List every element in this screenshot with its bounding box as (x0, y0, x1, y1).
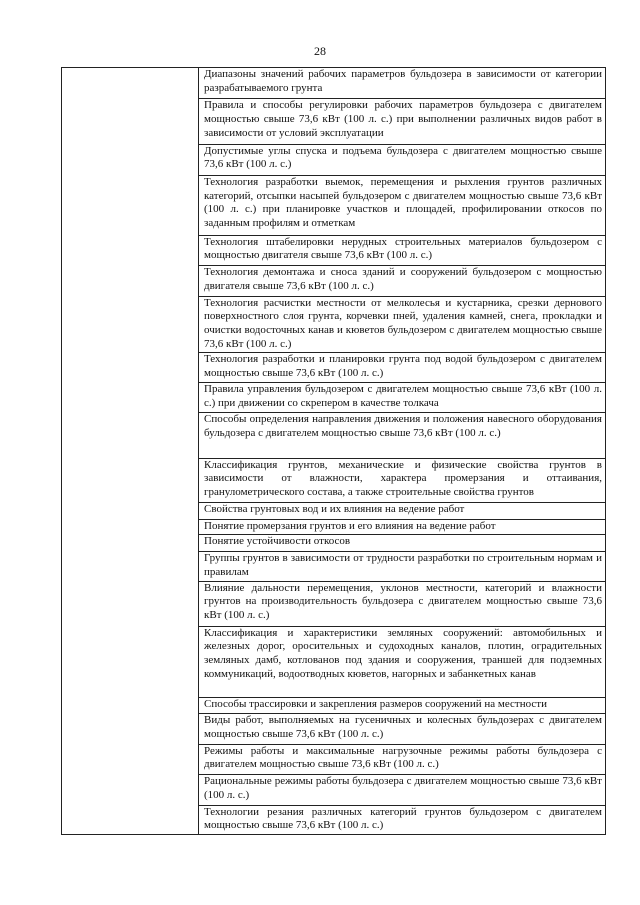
table-row: Диапазоны значений рабочих параметров бульдозера в зависимости от категории разрабатываемого грунта (199, 68, 605, 99)
table-row: Режимы работы и максимальные нагрузочные режимы работы бульдозера с двигателем мощностью свыше 73,6 кВт (100 л. с.) (199, 745, 605, 775)
table-row: Рациональные режимы работы бульдозера с двигателем мощностью свыше 73,6 кВт (100 л. с.) (199, 775, 605, 805)
table-row: Допустимые углы спуска и подъема бульдозера с двигателем мощностью свыше 73,6 кВт (100 л. с.) (199, 145, 605, 176)
table-row: Способы трассировки и закрепления размеров сооружений на местности (199, 698, 605, 714)
table-row: Понятие устойчивости откосов (199, 535, 605, 552)
table-row: Классификация и характеристики земляных сооружений: автомобильных и железных дорог, оросительных и судоходных каналов, плотин, оградительных земляных дамб, котлованов под здания и сооружения, траншей для подземных коммуникаций, водоотводных кюветов, нагорных и забанкетных канав (199, 627, 605, 699)
table-row: Технология штабелировки нерудных строительных материалов бульдозером с мощностью двигателя свыше 73,6 кВт (100 л. с.) (199, 236, 605, 266)
table-row: Технология разработки выемок, перемещения и рыхления грунтов различных категорий, отсыпки насыпей бульдозером с двигателем мощностью свыше 73,6 кВт (100 л. с.) при планировке участков и площадей, профилировании откосов по заданным профилям и отметкам (199, 176, 605, 236)
requirements-table (61, 67, 606, 835)
table-row: Правила управления бульдозером с двигателем мощностью свыше 73,6 кВт (100 л. с.) при движении со скрепером в качестве толкача (199, 383, 605, 413)
table-row: Классификация грунтов, механические и физические свойства грунтов в зависимости от влажности, характера промерзания и оттаивания, гранулометрического состава, а также строительные свойства грунтов (199, 459, 605, 503)
table-row: Свойства грунтовых вод и их влияния на ведение работ (199, 503, 605, 520)
table-row: Способы определения направления движения и положения навесного оборудования бульдозера с двигателем мощностью свыше 73,6 кВт (100 л. с.) (199, 413, 605, 458)
table-row: Влияние дальности перемещения, уклонов местности, категорий и влажности грунтов на производительность бульдозера с двигателем мощностью свыше 73,6 кВт (100 л. с.) (199, 582, 605, 627)
table-row: Виды работ, выполняемых на гусеничных и колесных бульдозерах с двигателем мощностью свыше 73,6 кВт (100 л. с.) (199, 714, 605, 744)
table-row: Технология демонтажа и сноса зданий и сооружений бульдозером с мощностью двигателя свыше 73,6 кВт (100 л. с.) (199, 266, 605, 296)
table-row: Технологии резания различных категорий грунтов бульдозером с двигателем мощностью свыше 73,6 кВт (100 л. с.) (204, 805, 602, 832)
table-rows (199, 68, 605, 834)
table-row: Технология расчистки местности от мелколесья и кустарника, срезки дернового поверхностного слоя грунта, корчевки пней, удаления камней, снега, прокладки и очистки водосточных канав и кюветов бульдозером с двигателем мощностью свыше 73,6 кВт (100 л. с.) (199, 297, 605, 354)
page-number: 28 (314, 44, 326, 58)
table-row: Группы грунтов в зависимости от трудности разработки по строительным нормам и правилам (199, 552, 605, 582)
table-row: Правила и способы регулировки рабочих параметров бульдозера с двигателем мощностью свыше 73,6 кВт (100 л. с.) при выполнении различных видов работ в зависимости от условий эксплуатации (199, 99, 605, 144)
table-row: Технология разработки и планировки грунта под водой бульдозером с двигателем мощностью свыше 73,6 кВт (100 л. с.) (199, 353, 605, 383)
table-row: Понятие промерзания грунтов и его влияния на ведение работ (199, 520, 605, 536)
